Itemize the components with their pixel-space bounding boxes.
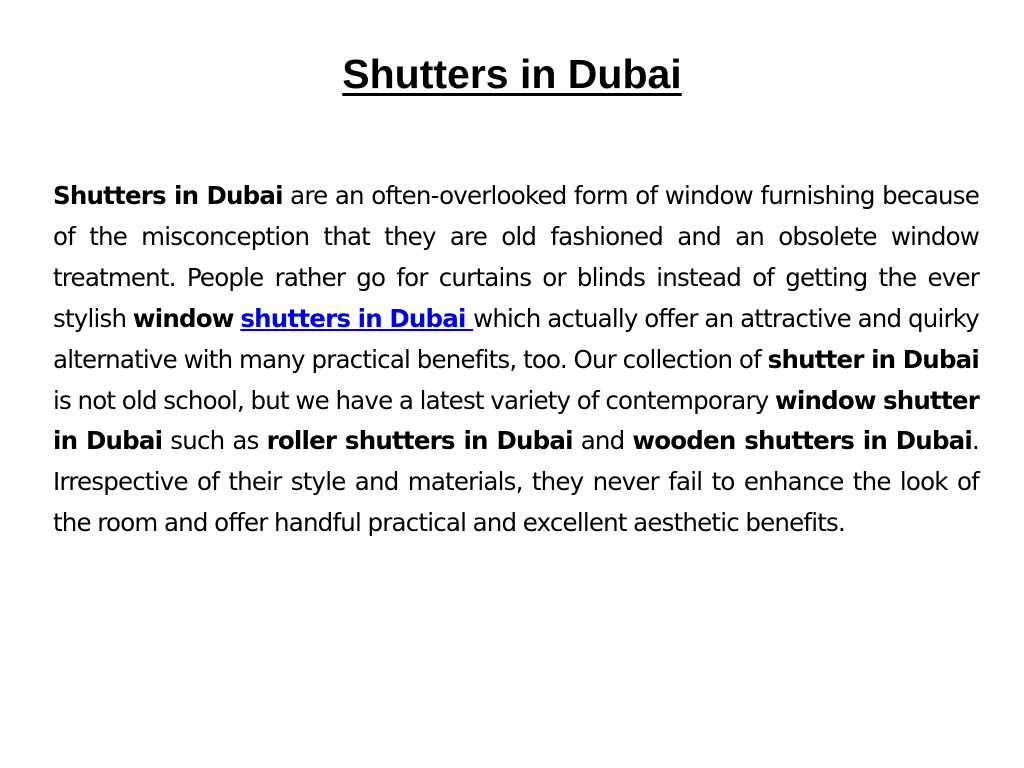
text-run: is not old school, but we have a latest variety of contemporary xyxy=(53,385,776,415)
slide-title xyxy=(0,44,1024,104)
body-paragraph xyxy=(53,176,979,544)
shutters-in-dubai-link[interactable]: shutters in Dubai xyxy=(240,303,474,333)
text-run: and xyxy=(572,426,633,456)
text-run: such as xyxy=(162,426,267,456)
bold-phrase-shutters-in-dubai: Shutters in Dubai xyxy=(53,181,283,210)
bold-phrase-window: window xyxy=(132,303,234,333)
text-run: which actually offer an attractive and quirky alternative with many practical benefits, too. Our collection of xyxy=(53,303,979,374)
text-run: are an often-overlooked form of window furnishing because of the misconception that they are old fashioned and an obsolete window treatment. People rather go for curtains or blinds instead of getting the ever stylish xyxy=(53,181,980,333)
bold-phrase-wooden-shutters-in-dubai: wooden shutters in Dubai xyxy=(632,426,973,456)
text-run: . Irrespective of their style and materials, they never fail to enhance the look of the room and offer handful practical and excellent aesthetic benefits. xyxy=(53,426,980,538)
slide-title-text: Shutters in Dubai xyxy=(342,51,682,97)
bold-phrase-roller-shutters-in-dubai: roller shutters in Dubai xyxy=(266,426,573,456)
bold-phrase-window-shutter-in-dubai: window shutter in Dubai xyxy=(53,385,979,456)
bold-phrase-shutter-in-dubai: shutter in Dubai xyxy=(767,344,980,374)
